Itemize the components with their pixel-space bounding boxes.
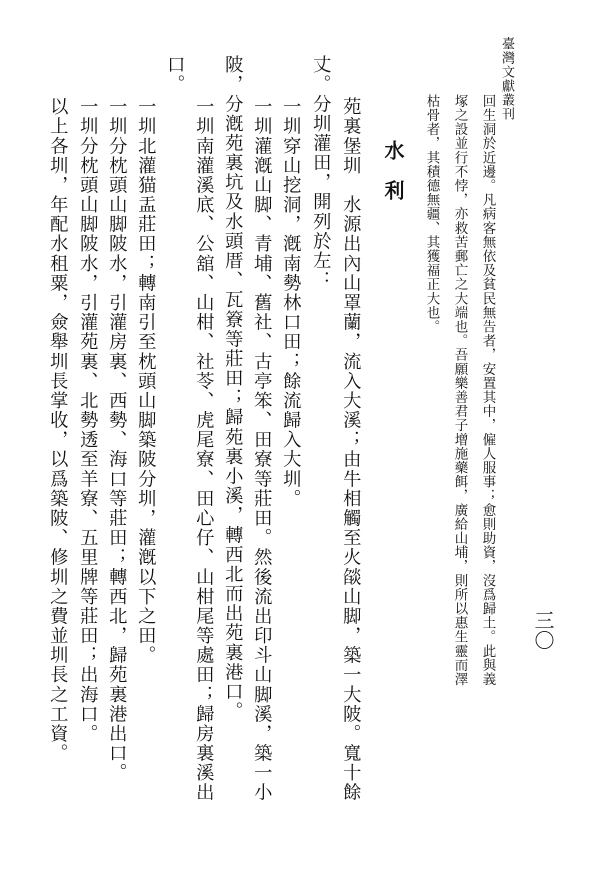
- intro-line-2: 丈。分圳灌田，開列於左：: [310, 55, 332, 291]
- prev-text-line-1: 回生洞於近邊。凡病客無依及貧民無告者，安置其中，僱人服事；愈則助資，沒爲歸土。此與義: [479, 94, 496, 687]
- entry-5-line-1: 一圳分枕頭山脚陂水，引灌房裏、西勢、海口等莊田；轉西北，歸苑裏港出口。: [106, 97, 128, 783]
- entry-3-line-1: 一圳南灌溪底、公舘、山柑、社苓、虎尾寮、田心仔、山柑尾等處田；歸房裏溪出: [193, 97, 215, 803]
- entry-1-line-1: 一圳穿山挖洞，漑南勢林口田；餘流歸入大圳。: [280, 97, 302, 509]
- entry-2-line-1: 一圳灌漑山脚、青埔、舊社、古亭笨、田寮等莊田。然後流出印斗山脚溪，築一小: [251, 97, 273, 803]
- entry-2-line-2: 陂，分漑苑裏坑及水頭厝、瓦簝等莊田；歸苑裏小溪，轉西北而出苑裏港口。: [222, 55, 244, 722]
- prev-text-line-3: 枯骨者，其積德無疆、其獲福正大也。: [423, 94, 440, 334]
- book-title-header: 臺灣文獻叢刊: [499, 37, 514, 121]
- entry-4-line-1: 一圳北灌猫盂莊田；轉南引至枕頭山脚築陂分圳，灌漑以下之田。: [135, 97, 157, 666]
- entry-6-line-1: 一圳分枕頭山脚陂水，引灌苑裏、北勢透至羊寮、五里牌等莊田；出海口。: [77, 97, 99, 744]
- prev-text-line-2: 塚之設並行不悖，亦救苦郵亡之大端也。吾願樂善君子增施藥餌，廣給山埔，則所以惠生靈而澤: [451, 94, 468, 687]
- intro-line-1: 苑裏堡圳 水源出內山罩蘭，流入大溪；由牛相觸至火燄山脚，築一大陂。寬十餘: [340, 97, 362, 803]
- closing-line: 以上各圳，年配水租粟，僉舉圳長掌收，以爲築陂、修圳之費並圳長之工資。: [47, 97, 69, 764]
- page-number: 三〇: [531, 610, 555, 650]
- section-heading: 水 利: [381, 140, 405, 200]
- entry-3-line-2: 口。: [164, 55, 186, 95]
